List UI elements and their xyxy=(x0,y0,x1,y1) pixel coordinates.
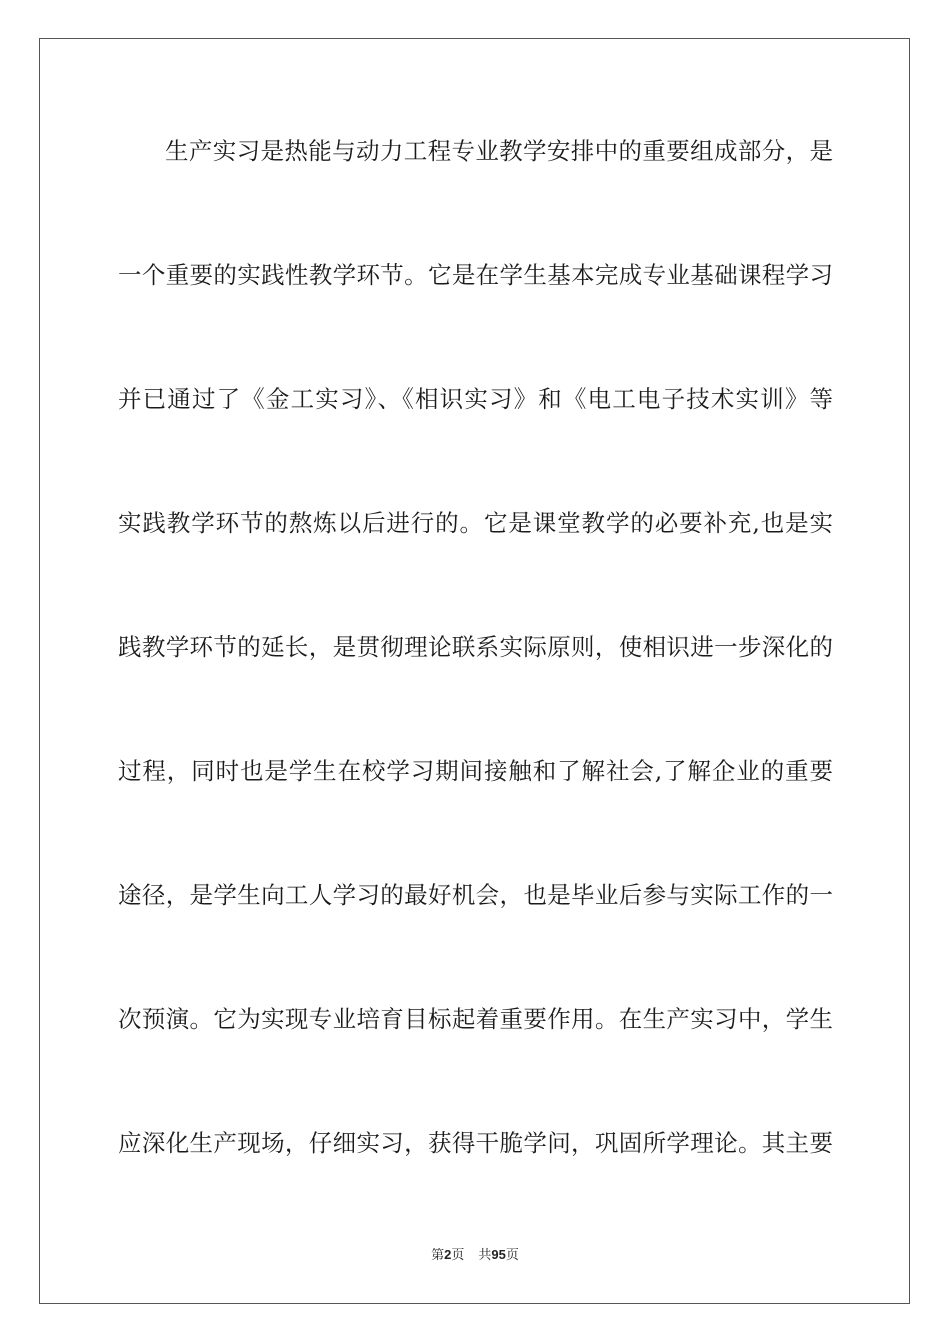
page-footer xyxy=(0,1246,950,1265)
paragraph-line-8: 次预演。它为实现专业培育目标起着重要作用。在生产实习中，学生 xyxy=(118,1005,833,1033)
paragraph-line-5: 践教学环节的延长，是贯彻理论联系实际原则，使相识进一步深化的 xyxy=(118,633,833,661)
total-suffix: 页 xyxy=(505,1248,519,1263)
page-suffix: 页 xyxy=(451,1248,465,1263)
paragraph-line-4: 实践教学环节的熬炼以后进行的。它是课堂教学的必要补充,也是实 xyxy=(118,509,833,537)
paragraph-line-2: 一个重要的实践性教学环节。它是在学生基本完成专业基础课程学习 xyxy=(118,261,833,289)
paragraph-line-1: 生产实习是热能与动力工程专业教学安排中的重要组成部分，是 xyxy=(165,137,833,165)
page-prefix: 第 xyxy=(431,1248,445,1263)
page-number: 2 xyxy=(444,1247,452,1262)
paragraph-line-7: 途径，是学生向工人学习的最好机会，也是毕业后参与实际工作的一 xyxy=(118,881,833,909)
total-pages: 95 xyxy=(491,1247,506,1262)
paragraph-line-3: 并已通过了《金工实习》、《相识实习》和《电工电子技术实训》等 xyxy=(118,385,833,413)
page-border xyxy=(39,38,910,1304)
paragraph-line-6: 过程，同时也是学生在校学习期间接触和了解社会,了解企业的重要 xyxy=(118,757,833,785)
paragraph-line-9: 应深化生产现场，仔细实习，获得干脆学问，巩固所学理论。其主要 xyxy=(118,1129,833,1157)
total-prefix: 共 xyxy=(478,1248,492,1263)
